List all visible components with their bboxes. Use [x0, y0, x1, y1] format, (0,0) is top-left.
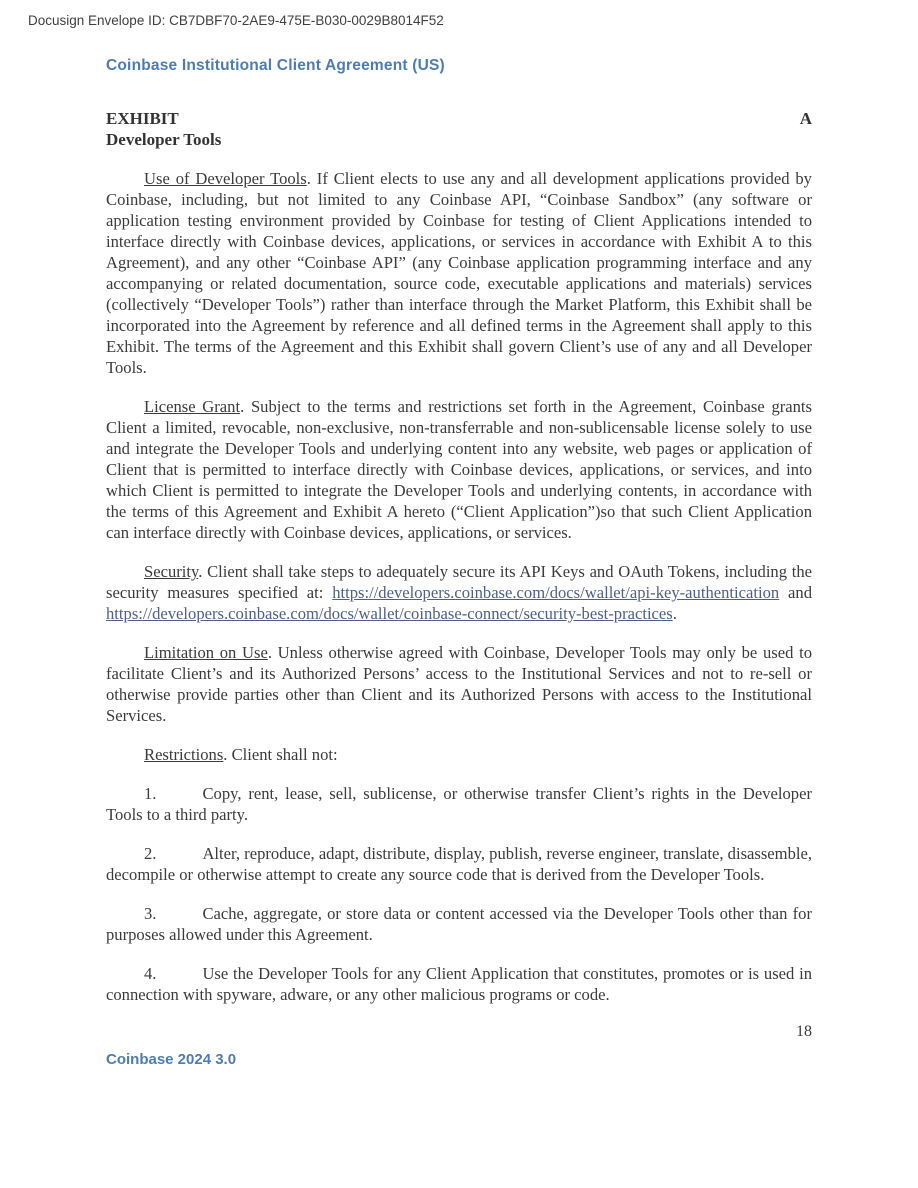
paragraph-use-of-developer-tools [106, 168, 812, 378]
paragraph-body: . [672, 604, 677, 623]
paragraph-body: . Subject to the terms and restrictions set forth in the Agreement, Coinbase grants Client a limited, revocable, non-exclusive, non-transferrable and non-sublicensable license solely to use and integrate the Developer Tools and underlying content into any website, web pages or application of Client that is permitted to interface directly with Coinbase devices, applications, or services, and into which Client is permitted to integrate the Developer Tools and underlying contents, in accordance with the terms of this Agreement and Exhibit A hereto (“Client Application”)so that such Client Application can interface directly with Coinbase devices, applications, or services. [106, 397, 813, 542]
restriction-text: Cache, aggregate, or store data or content accessed via the Developer Tools other than for purposes allowed under this Agreement. [106, 904, 812, 944]
restriction-item-4 [106, 963, 812, 1005]
paragraph-restrictions-intro [106, 744, 812, 765]
paragraph-body: and [779, 583, 813, 602]
section-heading-license-grant: License Grant [144, 397, 241, 416]
restriction-number: 4. [144, 964, 157, 983]
page-number: 18 [796, 1023, 812, 1040]
footer-version: Coinbase 2024 3.0 [106, 1051, 237, 1068]
restriction-item-1 [106, 783, 812, 825]
docusign-envelope-id: Docusign Envelope ID: CB7DBF70-2AE9-475E-B030-0029B8014F52 [28, 13, 444, 28]
restriction-text: Copy, rent, lease, sell, sublicense, or otherwise transfer Client’s rights in the Developer Tools to a third party. [106, 784, 812, 824]
restriction-text: Use the Developer Tools for any Client Application that constitutes, promotes or is used in connection with spyware, adware, or any other malicious programs or code. [106, 964, 812, 1004]
paragraph-security [106, 561, 812, 624]
restriction-text: Alter, reproduce, adapt, distribute, display, publish, reverse engineer, translate, disassemble, decompile or otherwise attempt to create any source code that is derived from the Developer Tools. [106, 844, 812, 884]
link-api-key-authentication[interactable]: https://developers.coinbase.com/docs/wallet/api-key-authentication [332, 583, 780, 602]
section-heading-limitation-on-use: Limitation on Use [144, 643, 268, 662]
document-content [106, 0, 812, 1068]
paragraph-body: . Client shall not: [223, 745, 338, 764]
restriction-number: 1. [144, 784, 157, 803]
restriction-item-3 [106, 903, 812, 945]
exhibit-letter: A [799, 109, 812, 128]
paragraph-limitation-on-use [106, 642, 812, 726]
exhibit-label: EXHIBIT [106, 109, 179, 128]
restriction-number: 3. [144, 904, 157, 923]
document-title: Coinbase Institutional Client Agreement (US) [106, 57, 445, 74]
section-heading-use-of-developer-tools: Use of Developer Tools [144, 169, 307, 188]
paragraph-body: . If Client elects to use any and all development applications provided by Coinbase, including, but not limited to any Coinbase API, “Coinbase Sandbox” (any software or application testing environment provided by Coinbase for testing of Client Applications intended to interface directly with Coinbase devices, applications, or services in accordance with Exhibit A to this Agreement), and any other “Coinbase API” (any Coinbase application programming interface and any accompanying or related documentation, source code, executable applications and materials) services (collectively “Developer Tools”) rather than interface through the Market Platform, this Exhibit shall be incorporated into the Agreement by reference and all defined terms in the Agreement shall apply to this Exhibit. The terms of the Agreement and this Exhibit shall govern Client’s use of any and all Developer Tools. [106, 169, 812, 377]
restriction-number: 2. [144, 844, 157, 863]
paragraph-body: . Unless otherwise agreed with Coinbase, Developer Tools may only be used to facilitate Client’s and its Authorized Persons’ access to the Institutional Services and not to re-sell or otherwise provide parties other than Client and its Authorized Persons with access to the Institutional Services. [106, 643, 812, 725]
exhibit-heading-row [106, 108, 812, 129]
restriction-item-2 [106, 843, 812, 885]
link-security-best-practices[interactable]: https://developers.coinbase.com/docs/wallet/coinbase-connect/security-best-practices [106, 604, 673, 623]
section-heading-security: Security [144, 562, 199, 581]
exhibit-subtitle: Developer Tools [106, 130, 222, 149]
paragraph-body: . Client shall take steps to adequately secure its API Keys and OAuth Tokens, including the security measures specified at: [106, 562, 812, 602]
section-heading-restrictions: Restrictions [144, 745, 224, 764]
paragraph-license-grant [106, 396, 812, 543]
